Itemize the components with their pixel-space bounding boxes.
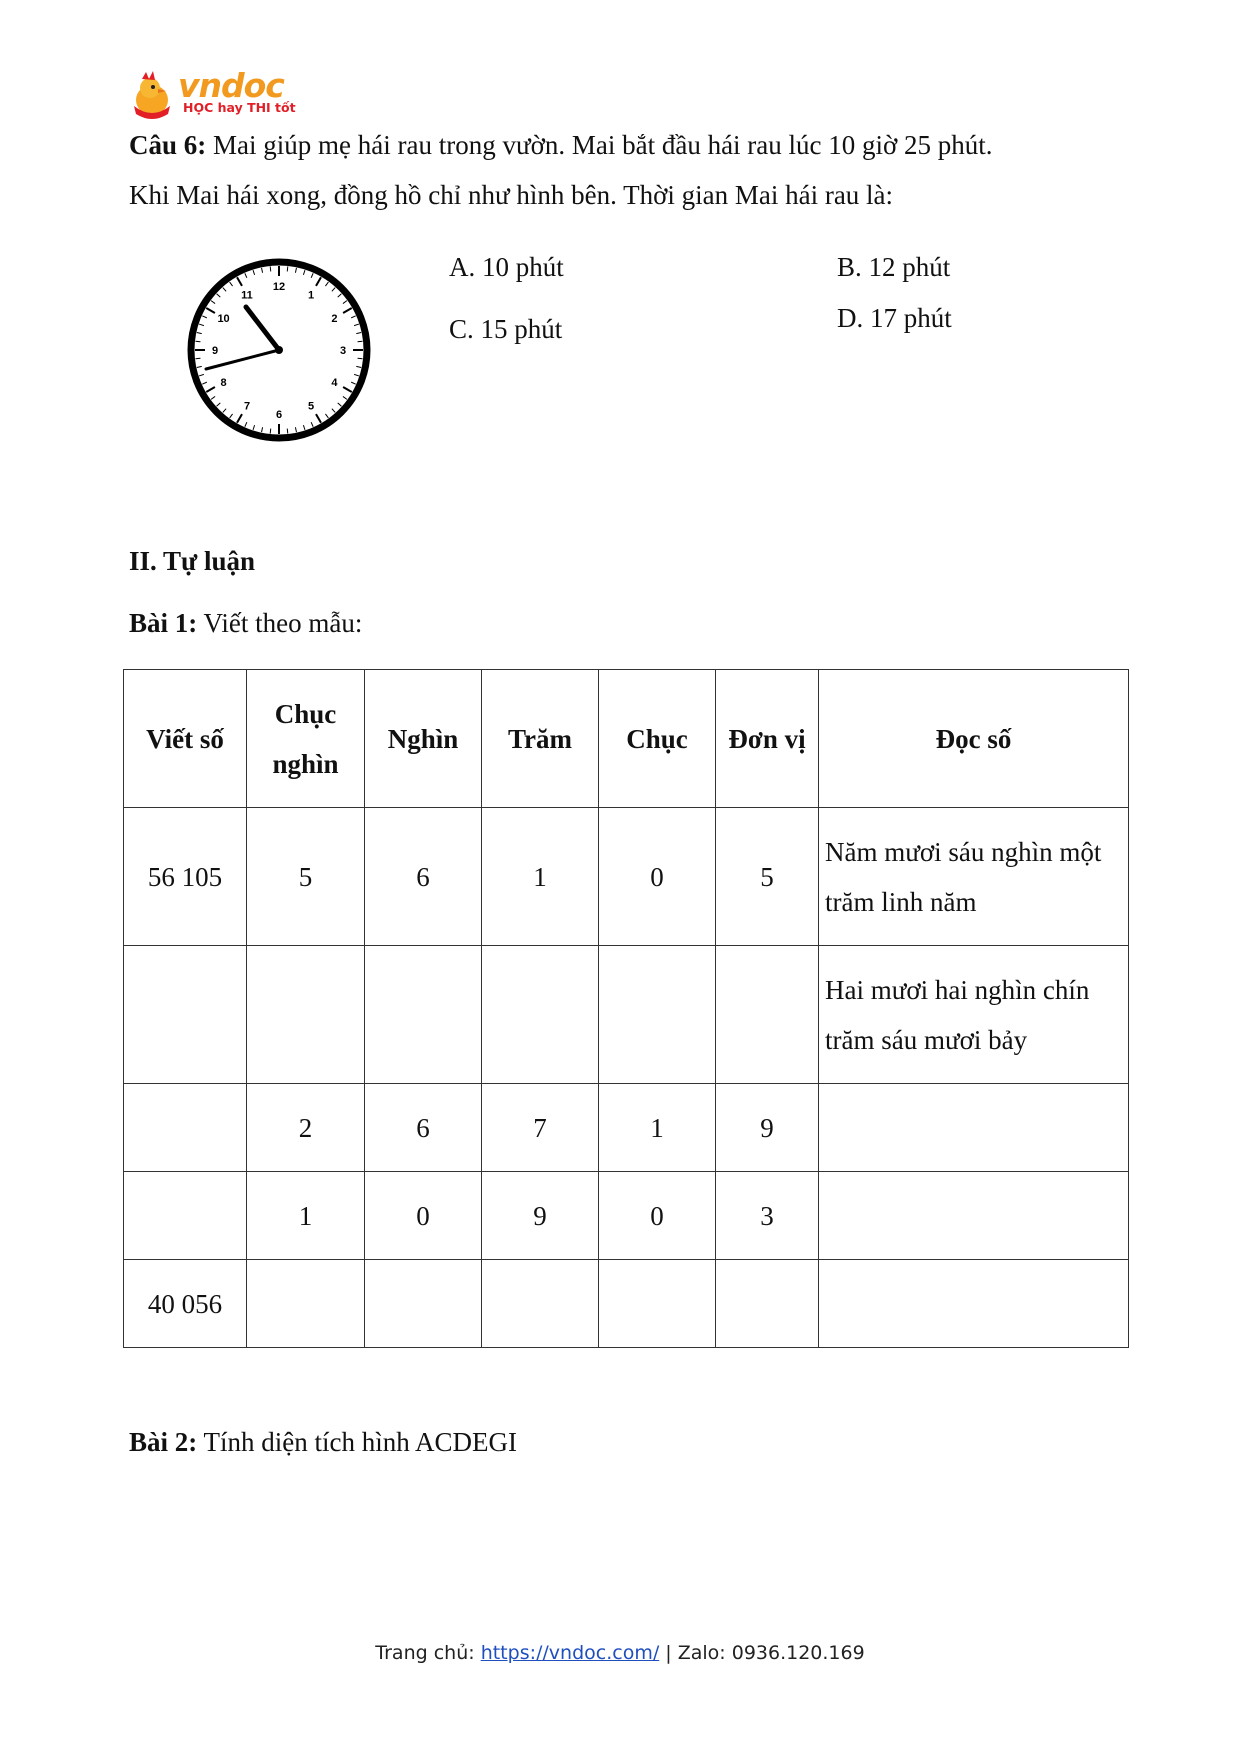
clock-numeral: 4 xyxy=(331,377,338,389)
table-cell xyxy=(124,946,247,1084)
table-cell xyxy=(819,1084,1129,1172)
footer-prefix: Trang chủ: xyxy=(375,1642,475,1664)
table-cell: 3 xyxy=(716,1172,819,1260)
table-cell xyxy=(819,1260,1129,1348)
logo-wordmark: vndoc xyxy=(178,66,284,105)
header-cell: Chục nghìn xyxy=(247,670,365,808)
exercise1-text: Viết theo mẫu: xyxy=(203,608,363,638)
logo-tagline: HỌC hay THI tốt xyxy=(183,100,296,115)
question6-label: Câu 6: xyxy=(129,130,207,160)
footer-contact: | Zalo: 0936.120.169 xyxy=(665,1642,865,1664)
table-cell: 9 xyxy=(482,1172,599,1260)
header-cell: Đơn vị xyxy=(716,670,819,808)
exercise2-text: Tính diện tích hình ACDEGI xyxy=(203,1427,517,1457)
clock-image xyxy=(184,255,374,445)
clock-numeral: 6 xyxy=(275,409,283,421)
table-cell: 5 xyxy=(716,808,819,946)
table-cell xyxy=(482,1260,599,1348)
header-cell: Trăm xyxy=(482,670,599,808)
table-cell xyxy=(247,1260,365,1348)
exercise2-label: Bài 2: xyxy=(129,1427,198,1457)
exercise1-label: Bài 1: xyxy=(129,608,198,638)
table-cell xyxy=(365,946,482,1084)
clock-numeral: 12 xyxy=(272,281,286,293)
clock-tick xyxy=(270,429,271,434)
table-cell xyxy=(599,946,716,1084)
option-b: B. 12 phút xyxy=(837,252,951,282)
clock-numeral: 5 xyxy=(307,400,315,413)
table-row xyxy=(124,1172,1129,1260)
table-cell xyxy=(599,1260,716,1348)
clock-tick xyxy=(358,358,363,359)
table-cell: 2 xyxy=(247,1084,365,1172)
clock-tick xyxy=(270,266,271,271)
table-cell: 0 xyxy=(599,1172,716,1260)
table-cell xyxy=(247,946,365,1084)
table-cell: 5 xyxy=(247,808,365,946)
table-cell: Hai mươi hai nghìn chín trăm sáu mươi bảy xyxy=(819,946,1129,1084)
table-cell: 1 xyxy=(247,1172,365,1260)
table-cell: 7 xyxy=(482,1084,599,1172)
header-cell: Đọc số xyxy=(819,670,1129,808)
clock-tick xyxy=(287,429,288,434)
clock-tick xyxy=(287,266,288,271)
vndoc-logo xyxy=(128,66,296,122)
table-header-row xyxy=(124,670,1129,808)
clock-numeral: 8 xyxy=(220,377,227,389)
option-a: A. 10 phút xyxy=(449,252,564,282)
question6-line1 xyxy=(129,128,993,162)
table-row xyxy=(124,1084,1129,1172)
page-footer xyxy=(0,1642,1240,1664)
table-cell xyxy=(716,946,819,1084)
option-d: D. 17 phút xyxy=(837,303,952,333)
option-c: C. 15 phút xyxy=(449,314,563,344)
table-cell xyxy=(365,1260,482,1348)
table-cell xyxy=(124,1172,247,1260)
table-cell xyxy=(482,946,599,1084)
table-cell: 1 xyxy=(599,1084,716,1172)
footer-home-link[interactable]: https://vndoc.com/ xyxy=(480,1642,660,1664)
clock-numeral: 9 xyxy=(211,345,219,357)
clock-tick xyxy=(195,341,200,342)
header-cell: Chục xyxy=(599,670,716,808)
table-cell: 56 105 xyxy=(124,808,247,946)
exercise2-line xyxy=(129,1425,517,1459)
exercise1-line xyxy=(129,606,362,640)
table-cell: 6 xyxy=(365,808,482,946)
clock-numeral: 3 xyxy=(339,345,347,357)
clock-numeral: 11 xyxy=(241,289,253,302)
table-cell: 0 xyxy=(365,1172,482,1260)
number-table xyxy=(123,669,1129,1348)
section2-heading: II. Tự luận xyxy=(129,546,256,576)
table-cell: 9 xyxy=(716,1084,819,1172)
table-cell: 0 xyxy=(599,808,716,946)
table-cell: 40 056 xyxy=(124,1260,247,1348)
table-cell: Năm mươi sáu nghìn một trăm linh năm xyxy=(819,808,1129,946)
clock-numeral: 1 xyxy=(307,289,315,302)
table-cell: 6 xyxy=(365,1084,482,1172)
table-row xyxy=(124,946,1129,1084)
clock-tick xyxy=(195,358,200,359)
question6-text1: Mai giúp mẹ hái rau trong vườn. Mai bắt đầu hái rau lúc 10 giờ 25 phút. xyxy=(213,130,993,160)
table-cell xyxy=(819,1172,1129,1260)
question6-line2: Khi Mai hái xong, đồng hồ chỉ như hình bên. Thời gian Mai hái rau là: xyxy=(129,180,894,210)
table-cell: 1 xyxy=(482,808,599,946)
clock-tick xyxy=(358,341,363,342)
clock-numeral: 7 xyxy=(243,400,251,413)
header-cell: Viết số xyxy=(124,670,247,808)
clock-numeral: 2 xyxy=(331,313,338,325)
table-cell xyxy=(716,1260,819,1348)
chick-mascot-icon xyxy=(128,70,178,122)
clock-numeral: 10 xyxy=(217,313,230,325)
table-cell xyxy=(124,1084,247,1172)
table-row xyxy=(124,1260,1129,1348)
table-row xyxy=(124,808,1129,946)
header-cell: Nghìn xyxy=(365,670,482,808)
